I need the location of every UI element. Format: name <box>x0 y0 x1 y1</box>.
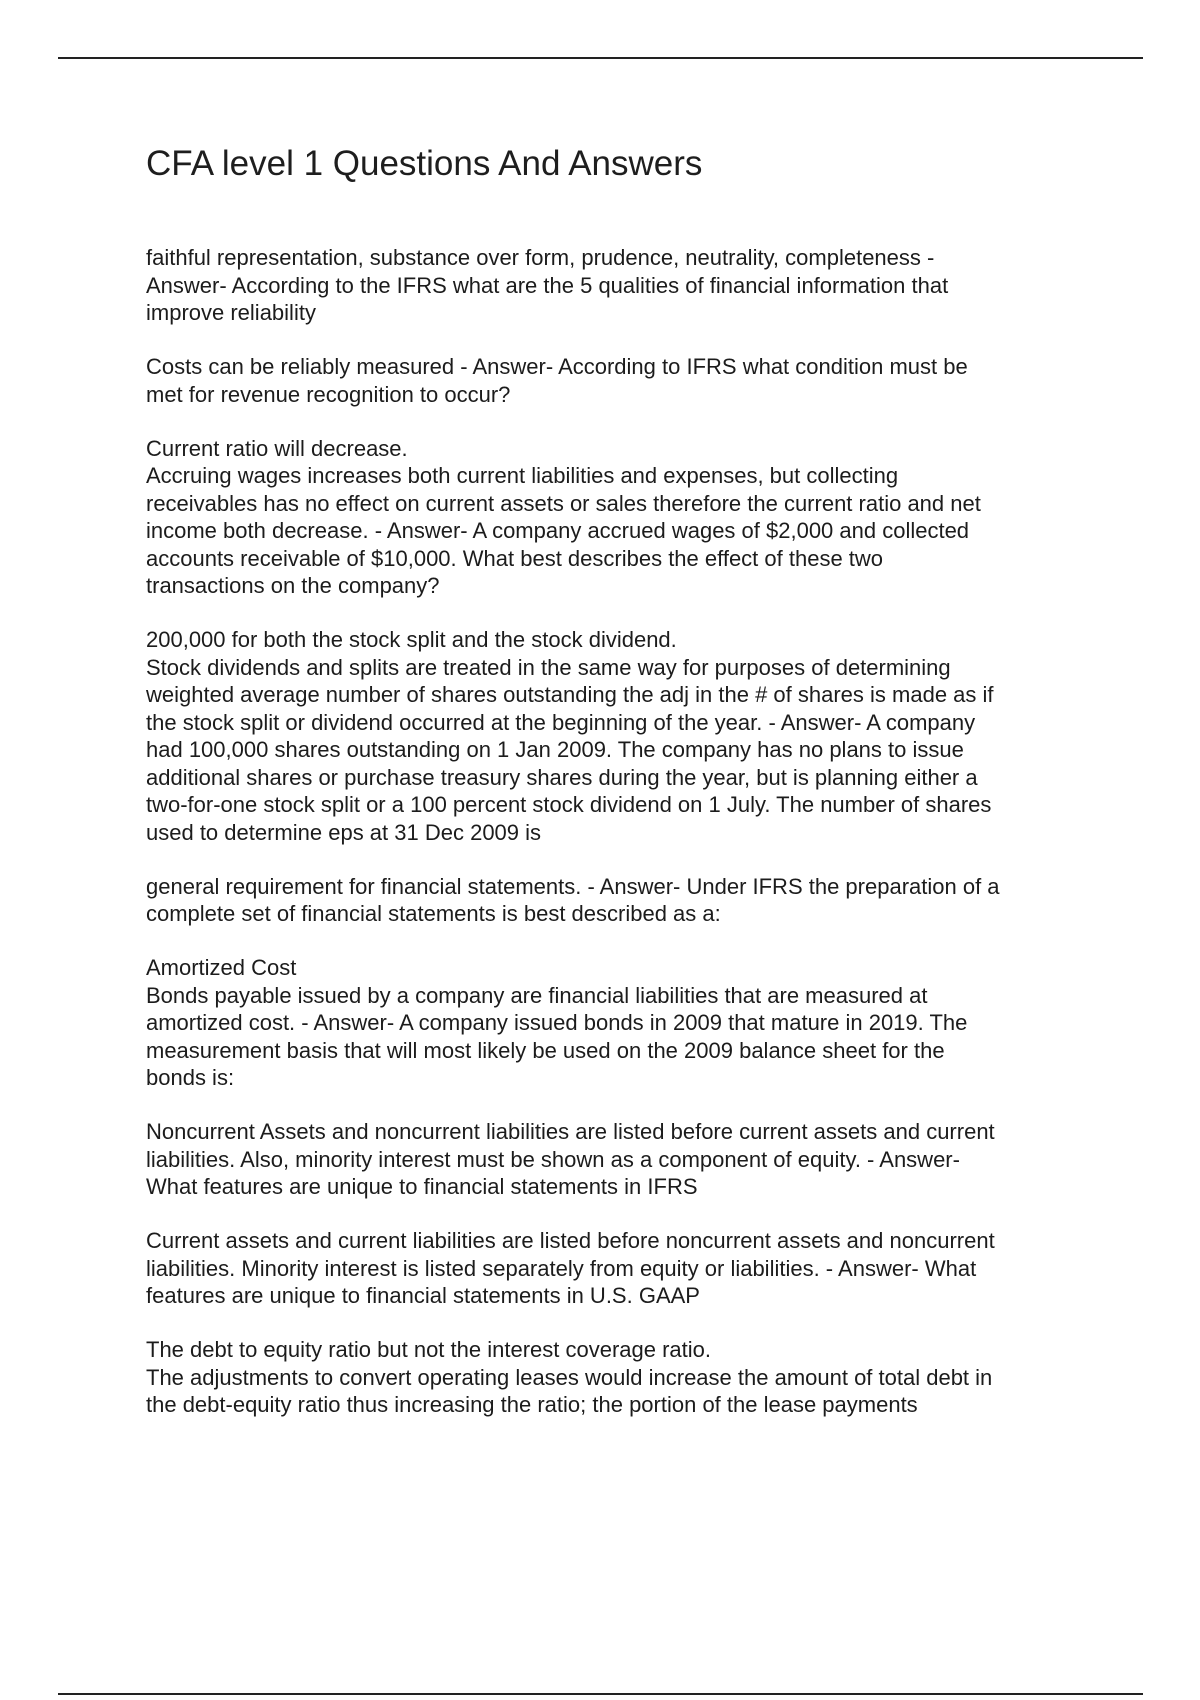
qa-entry <box>146 1118 1090 1201</box>
qa-entry <box>146 435 1090 600</box>
qa-entry-text: 200,000 for both the stock split and the stock dividend. Stock dividends and splits are treated in the same way for purposes of determining weighted average number of shares outstanding the adj in the # of shares is made as if the stock split or dividend occurred at the beginning of the year. - Answer- A company had 100,000 shares outstanding on 1 Jan 2009. The company has no plans to issue additional shares or purchase treasury shares during the year, but is planning either a two-for-one stock split or a 100 percent stock dividend on 1 July. The number of shares used to determine eps at 31 Dec 2009 is <box>146 627 994 845</box>
bottom-rule <box>58 1693 1143 1695</box>
qa-entry-text: faithful representation, substance over form, prudence, neutrality, completeness - Answer- According to the IFRS what are the 5 qualities of financial information that improve reliability <box>146 245 949 325</box>
qa-entry <box>146 353 1090 408</box>
top-rule <box>58 57 1143 59</box>
qa-entry-text: Current ratio will decrease. Accruing wages increases both current liabilities and expenses, but collecting receivables has no effect on current assets or sales therefore the current ratio and net income both decrease. - Answer- A company accrued wages of $2,000 and collected accounts receivable of $10,000. What best describes the effect of these two transactions on the company? <box>146 435 981 598</box>
qa-entry-text: general requirement for financial statements. - Answer- Under IFRS the preparation of a complete set of financial statements is best described as a: <box>146 873 1000 926</box>
qa-entry <box>146 873 1090 928</box>
qa-entry <box>146 626 1090 846</box>
qa-entry-text: Amortized Cost Bonds payable issued by a company are financial liabilities that are measured at amortized cost. - Answer- A company issued bonds in 2009 that mature in 2019. The measurement basis that will most likely be used on the 2009 balance sheet for the bonds is: <box>146 955 968 1090</box>
qa-content <box>146 244 1090 1445</box>
qa-entry-text: The debt to equity ratio but not the interest coverage ratio. The adjustments to convert operating leases would increase the amount of total debt in the debt-equity ratio thus increasing the ratio; the portion of the lease payments <box>146 1337 993 1417</box>
page-title: CFA level 1 Questions And Answers <box>146 144 703 183</box>
qa-entry-text: Costs can be reliably measured - Answer- According to IFRS what condition must be met for revenue recognition to occur? <box>146 354 968 407</box>
qa-entry <box>146 244 1090 327</box>
qa-entry <box>146 1336 1090 1419</box>
qa-entry-text: Current assets and current liabilities are listed before noncurrent assets and noncurrent liabilities. Minority interest is listed separately from equity or liabilities. - Answer- What features are unique to financial statements in U.S. GAAP <box>146 1228 995 1308</box>
qa-entry <box>146 954 1090 1092</box>
qa-entry-text: Noncurrent Assets and noncurrent liabilities are listed before current assets and current liabilities. Also, minority interest must be shown as a component of equity. - Answer- What features are unique to financial statements in IFRS <box>146 1119 995 1199</box>
qa-entry <box>146 1227 1090 1310</box>
